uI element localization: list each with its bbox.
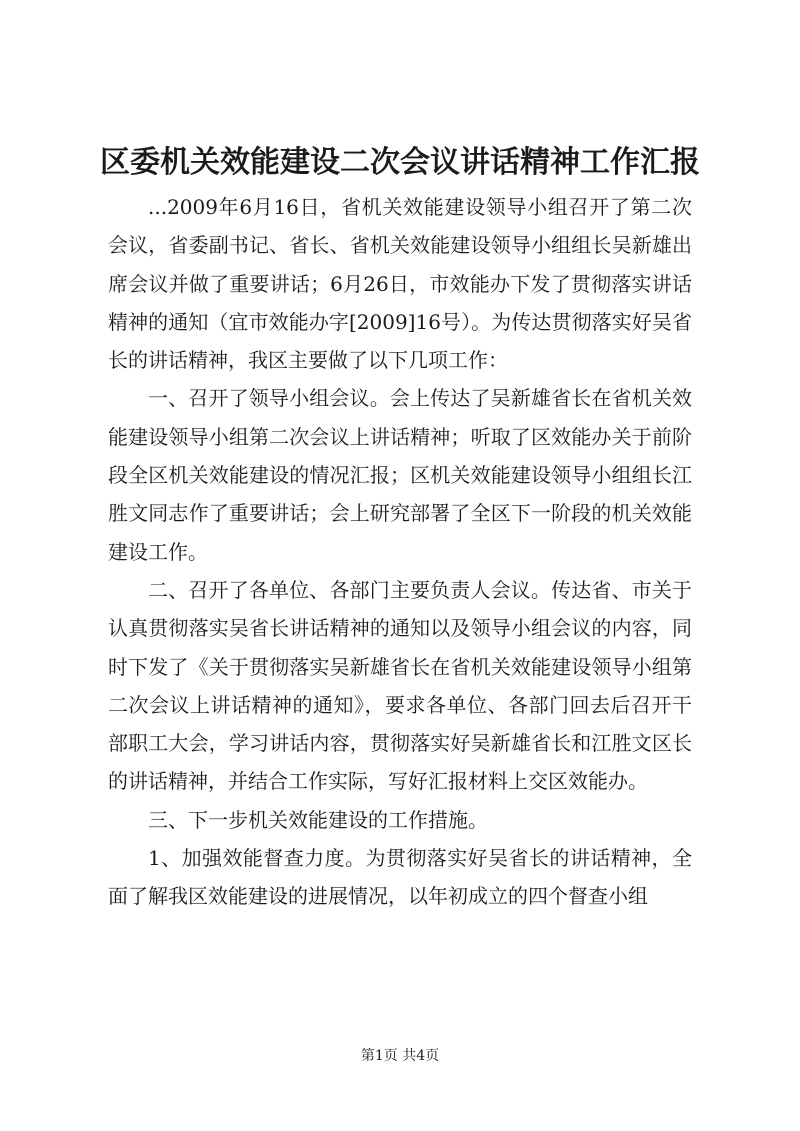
paragraph-section-1: 一、召开了领导小组会议。会上传达了吴新雄省长在省机关效能建设领导小组第二次会议上讲话精神；听取了区效能办关于前阶段全区机关效能建设的情况汇报；区机关效能建设领导小组组长江胜文同志作了重要讲话；会上研究部署了全区下一阶段的机关效能建设工作。 (108, 386, 692, 564)
document-body (108, 188, 692, 916)
document-title: 区委机关效能建设二次会议讲话精神工作汇报 (100, 145, 700, 180)
paragraph-section-3: 三、下一步机关效能建设的工作措施。 (148, 807, 488, 832)
paragraph-measure-1: 1、加强效能督查力度。为贯彻落实好吴省长的讲话精神，全面了解我区效能建设的进展情况，以年初成立的四个督查小组 (108, 846, 692, 909)
paragraph-intro: ...2009年6月16日，省机关效能建设领导小组召开了第二次会议，省委副书记、省长、省机关效能建设领导小组组长吴新雄出席会议并做了重要讲话；6月26日，市效能办下发了贯彻落实讲话精神的通知（宜市效能办字[2009]16号）。为传达贯彻落实好吴省长的讲话精神，我区主要做了以下几项工作： (108, 195, 692, 373)
paragraph-section-2: 二、召开了各单位、各部门主要负责人会议。传达省、市关于认真贯彻落实吴省长讲话精神的通知以及领导小组会议的内容，同时下发了《关于贯彻落实吴新雄省长在省机关效能建设领导小组第二次会议上讲话精神的通知》，要求各单位、各部门回去后召开干部职工大会，学习讲话内容，贯彻落实好吴新雄省长和江胜文区长的讲话精神，并结合工作实际，写好汇报材料上交区效能办。 (108, 577, 692, 794)
page-number-footer: 第1页 共4页 (360, 1048, 440, 1064)
